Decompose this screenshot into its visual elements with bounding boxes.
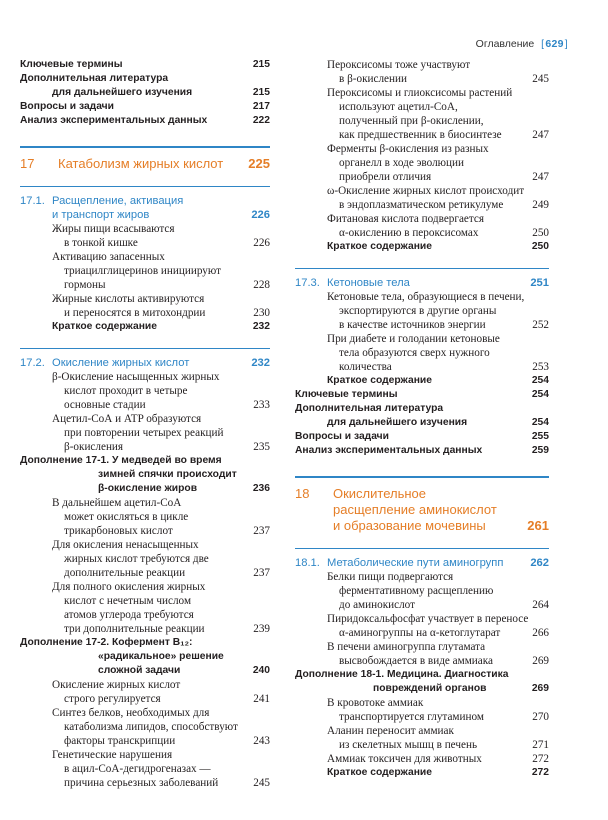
section-title-line: Окисление жирных кислот	[52, 357, 190, 369]
toc-entry-line: α-окислению в пероксисомах	[339, 227, 479, 239]
toc-entry-line: Пиридоксальфосфат участвует в переносе	[327, 613, 529, 625]
page-ref: 271	[532, 739, 549, 751]
page-ref: 233	[253, 399, 270, 411]
section-title-line: Расщепление, активация	[52, 195, 184, 207]
toc-entry	[295, 570, 549, 612]
toc-entry-line: в эндоплазматическом ретикулуме	[339, 199, 504, 211]
end-matter-entry	[295, 388, 549, 402]
toc-entry-line: Ацетил-СоА и ATP образуются	[52, 413, 202, 425]
end-matter-line: Анализ экспериментальных данных	[295, 445, 483, 456]
toc-entry-line: гормоны	[64, 279, 106, 291]
section-number: 18.1.	[295, 557, 320, 569]
toc-entry-line: β-Окисление насыщенных жирных	[52, 371, 220, 383]
summary-entry	[20, 320, 270, 334]
page-ref: 241	[253, 693, 270, 705]
toc-entry-line: кислот проходит в четыре	[64, 385, 188, 397]
toc-entry-line: Аммиак токсичен для животных	[327, 753, 482, 765]
chapter-number: 18	[295, 486, 310, 501]
toc-entry-line: При диабете и голодании кетоновые	[327, 333, 500, 345]
toc-entry-line: Белки пищи подвергаются	[327, 571, 454, 583]
toc-entry-line: полученный при β-окислении,	[339, 115, 484, 127]
toc-entry-line: до аминокислот	[339, 599, 416, 611]
end-matter-entry	[20, 114, 270, 128]
toc-entry-line: триацилглицеринов инициируют	[64, 265, 221, 277]
page-ref: 249	[532, 199, 549, 211]
page-ref: 266	[532, 627, 549, 639]
box-entry-line: Дополнение 17-2. Кофермент B₁₂:	[20, 637, 193, 648]
end-matter-entry	[20, 58, 270, 72]
end-matter-entry	[295, 444, 549, 458]
toc-entry	[295, 752, 549, 766]
toc-entry-line: основные стадии	[64, 399, 146, 411]
page-ref: 254	[531, 417, 549, 428]
toc-entry	[295, 332, 549, 374]
header-label: Оглавление	[475, 38, 535, 50]
end-matter-line: Ключевые термины	[20, 59, 123, 70]
section-title-line: Метаболические пути аминогрупп	[327, 557, 504, 569]
end-matter-line: Дополнительная литература	[295, 403, 444, 414]
summary-entry	[295, 766, 549, 780]
toc-entry	[295, 184, 549, 212]
toc-entry-line: в качестве источников энергии	[339, 319, 486, 331]
toc-entry-line: строго регулируется	[64, 693, 161, 705]
toc-entry	[20, 222, 270, 250]
toc-entry	[20, 748, 270, 790]
box-entry-line: сложной задачи	[98, 665, 181, 676]
toc-entry-line: Для полного окисления жирных	[52, 581, 206, 593]
end-matter-line: для дальнейшего изучения	[327, 417, 468, 428]
toc-entry	[295, 696, 549, 724]
page-ref: 269	[531, 683, 549, 694]
page-ref: 243	[253, 735, 270, 747]
chapter-title-line: расщепление аминокислот	[333, 502, 497, 517]
page-ref: 226	[253, 237, 270, 249]
toc-entry	[20, 412, 270, 454]
end-matter-line: для дальнейшего изучения	[52, 87, 193, 98]
summary-label: Краткое содержание	[52, 321, 157, 332]
toc-entry	[295, 212, 549, 240]
toc-entry	[295, 142, 549, 184]
chapter-title-line: и образование мочевины	[333, 518, 486, 533]
toc-entry	[295, 640, 549, 668]
box-entry	[20, 636, 270, 678]
toc-entry-line: дополнительные реакции	[64, 567, 186, 579]
toc-entry-line: транспортируется глутамином	[339, 711, 484, 723]
summary-label: Краткое содержание	[327, 767, 432, 778]
end-matter-line: Дополнительная литература	[20, 73, 169, 84]
end-matter-line: Ключевые термины	[295, 389, 398, 400]
toc-column-right	[295, 58, 549, 780]
toc-entry-line: Аланин переносит аммиак	[327, 725, 454, 737]
page-ref: 235	[253, 441, 270, 453]
toc-entry	[295, 86, 549, 142]
box-entry	[295, 668, 549, 696]
toc-entry-line: Для окисления ненасыщенных	[52, 539, 199, 551]
toc-entry-line: трикарбоновых кислот	[64, 525, 173, 537]
toc-entry-line: Генетические нарушения	[52, 749, 173, 761]
toc-entry-line: Жирные кислоты активируются	[52, 293, 205, 305]
toc-entry-line: В печени аминогруппа глутамата	[327, 641, 486, 653]
box-entry-line: зимней спячки происходит	[98, 469, 237, 480]
toc-entry-line: количества	[339, 361, 392, 373]
end-matter-line: Вопросы и задачи	[20, 101, 114, 112]
toc-entry-line: Фитановая кислота подвергается	[327, 213, 485, 225]
section-heading	[20, 186, 270, 222]
toc-entry-line: жирных кислот требуются две	[64, 553, 209, 565]
toc-entry-line: причина серьезных заболеваний	[64, 777, 219, 789]
toc-entry-line: экспортируются в другие органы	[339, 305, 497, 317]
page-ref: 226	[251, 209, 270, 221]
chapter-heading	[20, 146, 270, 172]
toc-entry	[295, 724, 549, 752]
page-ref: 228	[253, 279, 270, 291]
toc-entry	[20, 496, 270, 538]
toc-entry-line: может окисляться в цикле	[64, 511, 189, 523]
toc-entry	[295, 290, 549, 332]
end-matter-entry	[20, 72, 270, 100]
page-ref: 254	[531, 389, 549, 400]
toc-entry-line: катаболизма липидов, способствуют	[64, 721, 238, 733]
page-ref: 261	[527, 518, 549, 533]
toc-entry-line: приобрели отличия	[339, 171, 432, 183]
toc-entry-line: В дальнейшем ацетил-СоА	[52, 497, 182, 509]
page-ref: 252	[532, 319, 549, 331]
page-ref: 236	[252, 483, 270, 494]
toc-entry-line: используют ацетил-СоА,	[339, 101, 458, 113]
page-ref: 230	[253, 307, 270, 319]
end-matter-entry	[295, 402, 549, 430]
summary-label: Краткое содержание	[327, 241, 432, 252]
running-header	[476, 38, 568, 50]
page-ref: 239	[253, 623, 270, 635]
toc-entry-line: и переносятся в митохондрии	[64, 307, 206, 319]
chapter-title-line: Катаболизм жирных кислот	[58, 156, 224, 171]
toc-entry	[20, 292, 270, 320]
section-title-line: Кетоновые тела	[327, 277, 410, 289]
summary-entry	[295, 240, 549, 254]
box-entry-line: β-окисление жиров	[98, 483, 198, 494]
summary-label: Краткое содержание	[327, 375, 432, 386]
toc-entry-line: Пероксисомы и глиоксисомы растений	[327, 87, 513, 99]
toc-entry-line: три дополнительные реакции	[64, 623, 205, 635]
section-title-line: и транспорт жиров	[52, 209, 150, 221]
toc-entry-line: ферментативному расщеплению	[339, 585, 494, 597]
page-ref: 250	[531, 241, 549, 252]
toc-entry-line: из скелетных мышц в печень	[339, 739, 478, 751]
toc-entry	[20, 706, 270, 748]
page-ref: 240	[252, 665, 270, 676]
section-number: 17.3.	[295, 277, 320, 289]
box-entry-line: повреждений органов	[373, 683, 487, 694]
page-ref: 262	[530, 557, 549, 569]
box-entry-line: Дополнение 17-1. У медведей во время	[20, 455, 222, 466]
toc-entry-line: при повторении четырех реакций	[64, 427, 224, 439]
toc-entry-line: Синтез белков, необходимых для	[52, 707, 210, 719]
toc-entry-line: ω-Окисление жирных кислот происходит	[327, 185, 525, 197]
toc-entry-line: В кровотоке аммиак	[327, 697, 424, 709]
toc-entry-line: тела образуются сверх нужного	[339, 347, 490, 359]
page-ref: 232	[251, 357, 270, 369]
section-heading	[295, 548, 549, 570]
section-heading	[20, 348, 270, 370]
page-ref: 237	[253, 525, 270, 537]
toc-entry-line: кислот с нечетным числом	[64, 595, 192, 607]
toc-entry-line: высвобождается в виде аммиака	[339, 655, 493, 667]
toc-entry	[295, 58, 549, 86]
toc-column-left	[20, 58, 270, 790]
summary-entry	[295, 374, 549, 388]
chapter-title-line: Окислительное	[333, 486, 427, 501]
box-entry-line: Дополнение 18-1. Медицина. Диагностика	[295, 669, 509, 680]
end-matter-line: Вопросы и задачи	[295, 431, 389, 442]
toc-entry-line: Окисление жирных кислот	[52, 679, 181, 691]
chapter-number: 17	[20, 156, 35, 171]
toc-entry-line: Пероксисомы тоже участвуют	[327, 59, 471, 71]
page-ref: 272	[532, 753, 549, 765]
page-ref: 225	[248, 156, 270, 171]
page-ref: 259	[531, 445, 549, 456]
page-ref: 237	[253, 567, 270, 579]
page-ref: 255	[531, 431, 549, 442]
toc-entry-line: Ферменты β-окисления из разных	[327, 143, 489, 155]
toc-entry-line: органелл в ходе эволюции	[339, 157, 464, 169]
box-entry-line: «радикальное» решение	[98, 651, 224, 662]
page-ref: 269	[532, 655, 549, 667]
page-ref: 245	[253, 777, 270, 789]
section-heading	[295, 268, 549, 290]
toc-entry-line: β-окисления	[64, 441, 124, 453]
page-ref: 270	[532, 711, 549, 723]
end-matter-entry	[295, 430, 549, 444]
chapter-heading	[295, 476, 549, 534]
end-matter-line: Анализ экспериментальных данных	[20, 115, 208, 126]
toc-entry	[20, 370, 270, 412]
toc-entry-line: атомов углерода требуются	[64, 609, 194, 621]
toc-entry-line: в β-окислении	[339, 73, 407, 85]
toc-entry-line: как предшественник в биосинтезе	[339, 129, 502, 141]
page-ref: 250	[532, 227, 549, 239]
box-entry	[20, 454, 270, 496]
toc-entry	[20, 250, 270, 292]
page-ref: 251	[530, 277, 549, 289]
toc-entry	[20, 538, 270, 580]
page-ref: 247	[532, 129, 549, 141]
page-ref: 222	[252, 115, 270, 126]
section-number: 17.2.	[20, 357, 45, 369]
page-ref: 253	[532, 361, 549, 373]
page-ref: 272	[531, 767, 549, 778]
toc-entry-line: Активацию запасенных	[52, 251, 165, 263]
toc-entry	[20, 678, 270, 706]
page-ref: 247	[532, 171, 549, 183]
page-ref: 215	[252, 59, 270, 70]
toc-entry-line: Кетоновые тела, образующиеся в печени,	[327, 291, 525, 303]
section-number: 17.1.	[20, 195, 45, 207]
page-ref: 245	[532, 73, 549, 85]
end-matter-entry	[20, 100, 270, 114]
toc-entry	[295, 612, 549, 640]
page-ref: 264	[532, 599, 549, 611]
toc-entry-line: α-аминогруппы на α-кетоглутарат	[339, 627, 501, 639]
page-ref: 232	[252, 321, 270, 332]
page-ref: 215	[252, 87, 270, 98]
toc-entry-line: Жиры пищи всасываются	[52, 223, 175, 235]
page-ref: 217	[252, 101, 270, 112]
toc-entry	[20, 580, 270, 636]
toc-entry-line: в тонкой кишке	[64, 237, 138, 249]
page-number: [ 629 ]	[541, 38, 568, 50]
page-ref: 254	[531, 375, 549, 386]
toc-entry-line: факторы транскрипции	[64, 735, 176, 747]
toc-entry-line: в ацил-СоА-дегидрогеназах —	[64, 763, 211, 775]
